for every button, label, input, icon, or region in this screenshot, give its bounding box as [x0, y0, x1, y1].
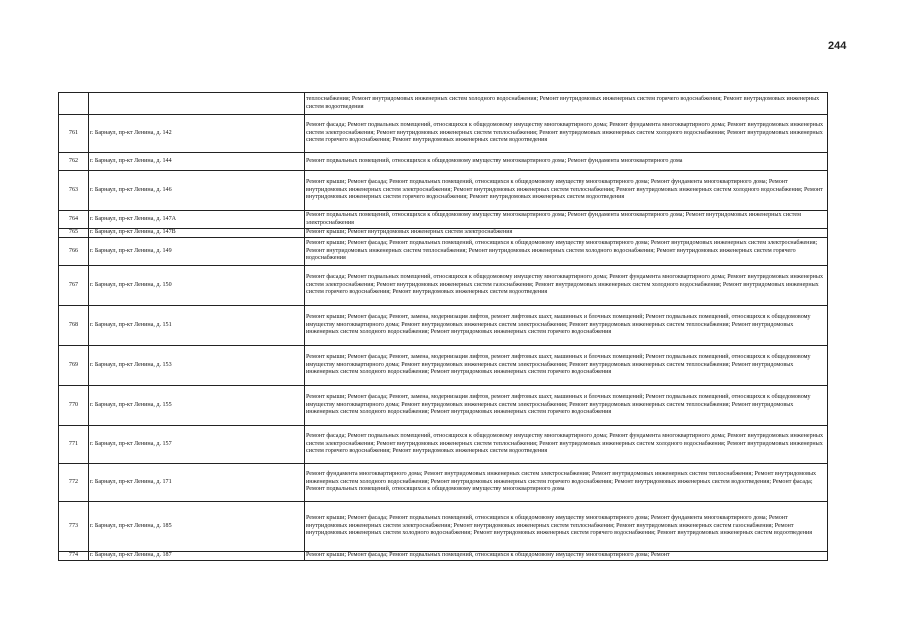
row-works: Ремонт крыши; Ремонт внутридомовых инженерных систем электроснабжения: [305, 229, 828, 238]
row-works: Ремонт подвальных помещений, относящихся к общедомовому имуществу многоквартирного дома; Ремонт фундамента многоквартирного дома; Ремонт внутридомовых инженерных систем электроснабжения: [305, 211, 828, 229]
row-address: г. Барнаул, пр-кт Ленина, д. 157: [89, 426, 305, 464]
table-row: [59, 552, 828, 561]
row-number: 774: [59, 552, 89, 561]
row-number: [59, 93, 89, 115]
row-address: г. Барнаул, пр-кт Ленина, д. 185: [89, 502, 305, 552]
row-address: г. Барнаул, пр-кт Ленина, д. 150: [89, 266, 305, 306]
row-address: г. Барнаул, пр-кт Ленина, д. 171: [89, 464, 305, 502]
row-address: г. Барнаул, пр-кт Ленина, д. 147А: [89, 211, 305, 229]
row-works: Ремонт фасада; Ремонт подвальных помещений, относящихся к общедомовому имуществу многоквартирного дома; Ремонт фундамента многоквартирного дома; Ремонт внутридомовых инженерных систем электроснабжения; Ремонт внутридомовых инженерных систем газоснабжения; Ремонт внутридомовых инженерных систем холодного водоснабжения; Ремонт внутридомовых инженерных систем горячего водоснабжения; Ремонт внутридомовых инженерных систем водоотведения: [305, 266, 828, 306]
row-address: г. Барнаул, пр-кт Ленина, д. 147В: [89, 229, 305, 238]
row-address: г. Барнаул, пр-кт Ленина, д. 149: [89, 238, 305, 266]
row-works: теплоснабжения; Ремонт внутридомовых инженерных систем холодного водоснабжения; Ремонт внутридомовых инженерных систем горячего водоснабжения; Ремонт внутридомовых инженерных систем водоотведения: [305, 93, 828, 115]
row-number: 768: [59, 306, 89, 346]
row-number: 763: [59, 171, 89, 211]
works-registry-table: [58, 92, 828, 561]
table-row: [59, 153, 828, 171]
row-address: г. Барнаул, пр-кт Ленина, д. 146: [89, 171, 305, 211]
row-number: 770: [59, 386, 89, 426]
table-row: [59, 426, 828, 464]
row-address: г. Барнаул, пр-кт Ленина, д. 153: [89, 346, 305, 386]
table-row: [59, 115, 828, 153]
row-address: [89, 93, 305, 115]
row-address: г. Барнаул, пр-кт Ленина, д. 155: [89, 386, 305, 426]
row-works: Ремонт фасада; Ремонт подвальных помещений, относящихся к общедомовому имуществу многоквартирного дома; Ремонт фундамента многоквартирного дома; Ремонт внутридомовых инженерных систем электроснабжения; Ремонт внутридомовых инженерных систем теплоснабжения; Ремонт внутридомовых инженерных систем холодного водоснабжения; Ремонт внутридомовых инженерных систем горячего водоснабжения; Ремонт внутридомовых инженерных систем водоотведения: [305, 115, 828, 153]
row-address: г. Барнаул, пр-кт Ленина, д. 144: [89, 153, 305, 171]
table-row: [59, 266, 828, 306]
row-works: Ремонт подвальных помещений, относящихся к общедомовому имуществу многоквартирного дома; Ремонт фундамента многоквартирного дома: [305, 153, 828, 171]
row-address: г. Барнаул, пр-кт Ленина, д. 187: [89, 552, 305, 561]
row-address: г. Барнаул, пр-кт Ленина, д. 151: [89, 306, 305, 346]
page-number: 244: [828, 40, 847, 52]
row-number: 761: [59, 115, 89, 153]
row-number: 762: [59, 153, 89, 171]
row-number: 769: [59, 346, 89, 386]
table-row: [59, 346, 828, 386]
table-row: [59, 502, 828, 552]
table-row: [59, 386, 828, 426]
table-row: [59, 464, 828, 502]
row-works: Ремонт крыши; Ремонт фасада; Ремонт подвальных помещений, относящихся к общедомовому имуществу многоквартирного дома; Ремонт внутридомовых инженерных систем электроснабжения; Ремонт внутридомовых инженерных систем теплоснабжения; Ремонт внутридомовых инженерных систем холодного водоснабжения; Ремонт внутридомовых инженерных систем горячего водоснабжения: [305, 238, 828, 266]
table-row: [59, 229, 828, 238]
row-number: 772: [59, 464, 89, 502]
row-works: Ремонт крыши; Ремонт фасада; Ремонт подвальных помещений, относящихся к общедомовому имуществу многоквартирного дома; Ремонт: [305, 552, 828, 561]
row-number: 767: [59, 266, 89, 306]
row-works: Ремонт фундамента многоквартирного дома; Ремонт внутридомовых инженерных систем электроснабжения; Ремонт внутридомовых инженерных систем теплоснабжения; Ремонт внутридомовых инженерных систем холодного водоснабжения; Ремонт внутридомовых инженерных систем горячего водоснабжения; Ремонт внутридомовых инженерных систем водоотведения; Ремонт фасада; Ремонт подвальных помещений, относящихся к общедомовому имуществу многоквартирного дома: [305, 464, 828, 502]
row-number: 773: [59, 502, 89, 552]
table-row: [59, 171, 828, 211]
row-works: Ремонт крыши; Ремонт фасада; Ремонт подвальных помещений, относящихся к общедомовому имуществу многоквартирного дома; Ремонт фундамента многоквартирного дома; Ремонт внутридомовых инженерных систем электроснабжения; Ремонт внутридомовых инженерных систем теплоснабжения; Ремонт внутридомовых инженерных систем холодного водоснабжения; Ремонт внутридомовых инженерных систем горячего водоснабжения; Ремонт внутридомовых инженерных систем водоотведения: [305, 171, 828, 211]
table-row: [59, 211, 828, 229]
table-row: [59, 306, 828, 346]
row-number: 765: [59, 229, 89, 238]
row-number: 764: [59, 211, 89, 229]
table-row: [59, 93, 828, 115]
row-works: Ремонт крыши; Ремонт фасада; Ремонт, замена, модернизация лифтов, ремонт лифтовых шахт, машинных и блочных помещений; Ремонт подвальных помещений, относящихся к общедомовому имуществу многоквартирного дома; Ремонт внутридомовых инженерных систем электроснабжения; Ремонт внутридомовых инженерных систем теплоснабжения; Ремонт внутридомовых инженерных систем холодного водоснабжения; Ремонт внутридомовых инженерных систем горячего водоснабжения: [305, 306, 828, 346]
row-number: 766: [59, 238, 89, 266]
row-number: 771: [59, 426, 89, 464]
row-works: Ремонт крыши; Ремонт фасада; Ремонт, замена, модернизация лифтов, ремонт лифтовых шахт, машинных и блочных помещений; Ремонт подвальных помещений, относящихся к общедомовому имуществу многоквартирного дома; Ремонт внутридомовых инженерных систем электроснабжения; Ремонт внутридомовых инженерных систем теплоснабжения; Ремонт внутридомовых инженерных систем холодного водоснабжения; Ремонт внутридомовых инженерных систем горячего водоснабжения: [305, 346, 828, 386]
row-address: г. Барнаул, пр-кт Ленина, д. 142: [89, 115, 305, 153]
row-works: Ремонт фасада; Ремонт подвальных помещений, относящихся к общедомовому имуществу многоквартирного дома; Ремонт фундамента многоквартирного дома; Ремонт внутридомовых инженерных систем электроснабжения; Ремонт внутридомовых инженерных систем теплоснабжения; Ремонт внутридомовых инженерных систем холодного водоснабжения; Ремонт внутридомовых инженерных систем горячего водоснабжения; Ремонт внутридомовых инженерных систем водоотведения: [305, 426, 828, 464]
row-works: Ремонт крыши; Ремонт фасада; Ремонт, замена, модернизация лифтов, ремонт лифтовых шахт, машинных и блочных помещений; Ремонт подвальных помещений, относящихся к общедомовому имуществу многоквартирного дома; Ремонт внутридомовых инженерных систем электроснабжения; Ремонт внутридомовых инженерных систем теплоснабжения; Ремонт внутридомовых инженерных систем холодного водоснабжения; Ремонт внутридомовых инженерных систем горячего водоснабжения: [305, 386, 828, 426]
table-row: [59, 238, 828, 266]
row-works: Ремонт крыши; Ремонт фасада; Ремонт подвальных помещений, относящихся к общедомовому имуществу многоквартирного дома; Ремонт фундамента многоквартирного дома; Ремонт внутридомовых инженерных систем электроснабжения; Ремонт внутридомовых инженерных систем теплоснабжения; Ремонт внутридомовых инженерных систем газоснабжения; Ремонт внутридомовых инженерных систем холодного водоснабжения; Ремонт внутридомовых инженерных систем горячего водоснабжения; Ремонт внутридомовых инженерных систем водоотведения: [305, 502, 828, 552]
